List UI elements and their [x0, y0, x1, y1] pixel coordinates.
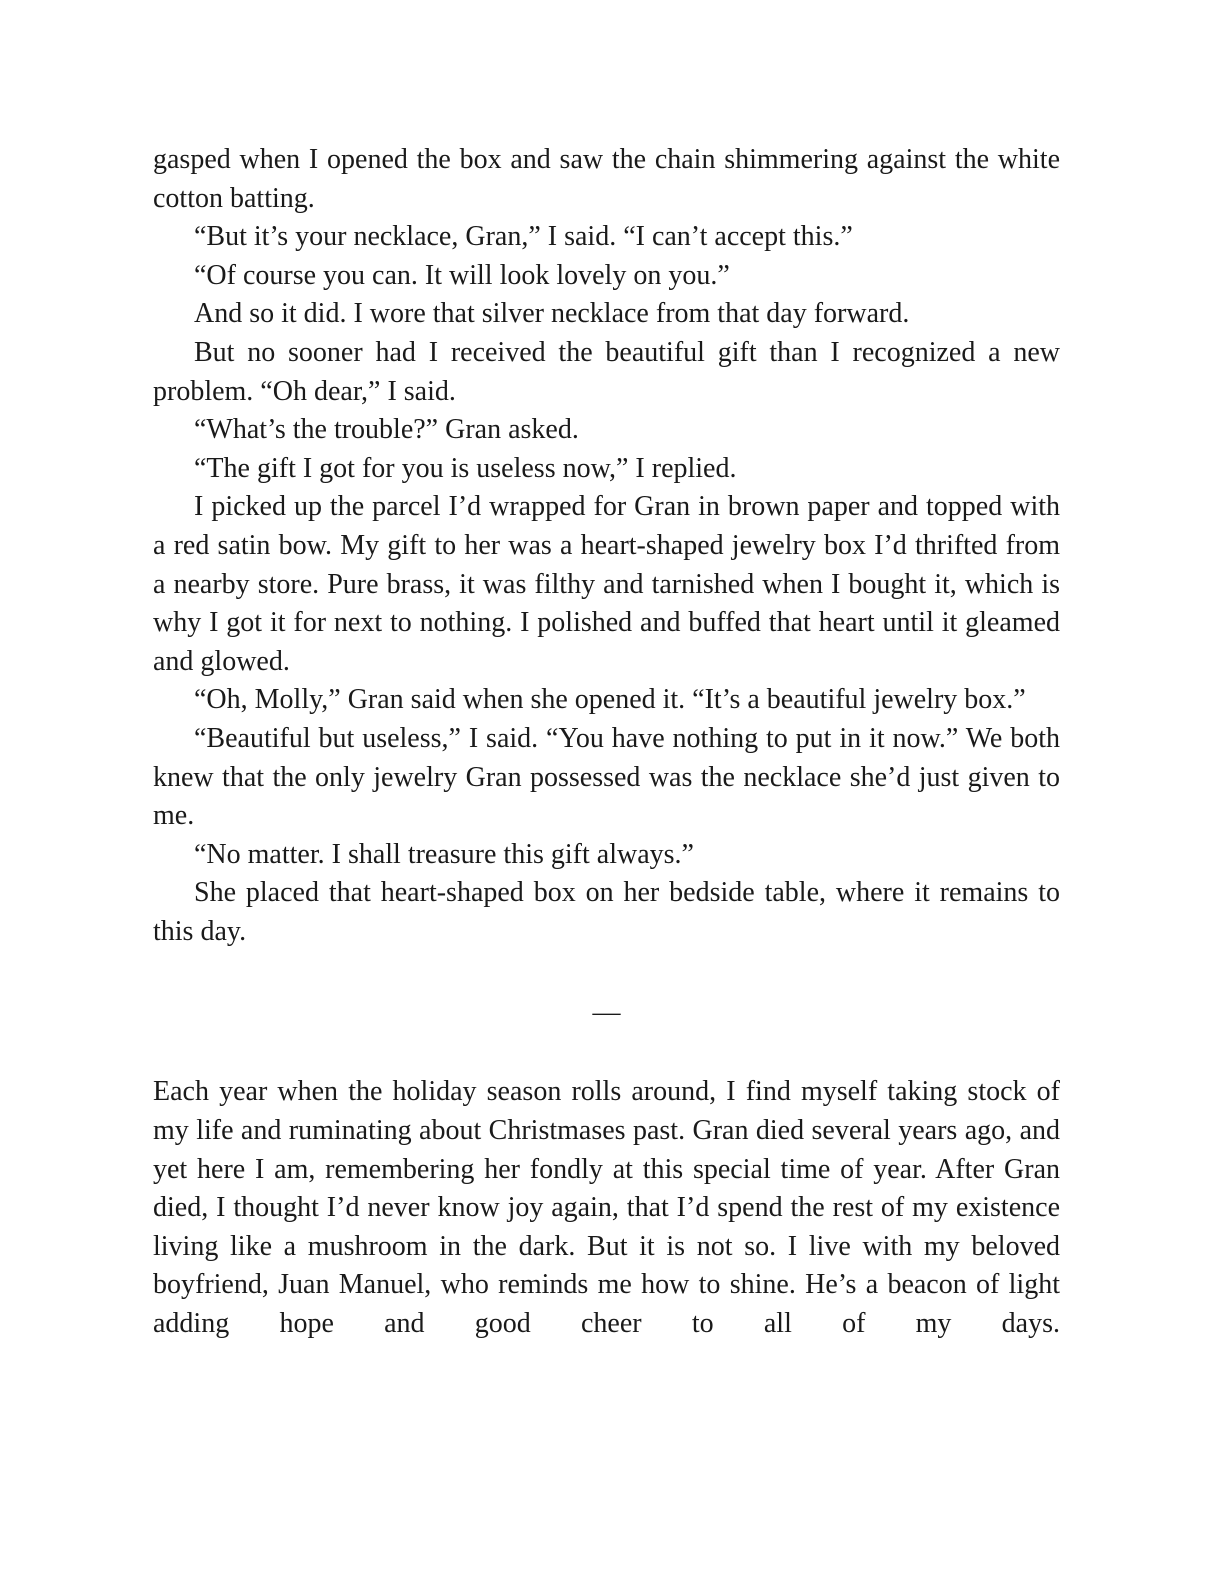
page-body — [153, 141, 1060, 1344]
paragraph: I picked up the parcel I’d wrapped for Gran in brown paper and topped with a red satin bow. My gift to her was a heart-shaped jewelry box I’d thrifted from a nearby store. Pure brass, it was filthy and tarnished when I bought it, which is why I got it for next to nothing. I polished and buffed that heart until it gleamed and glowed. — [153, 491, 1060, 677]
scene-break-dash: — — [592, 997, 621, 1029]
paragraph: “The gift I got for you is useless now,” I replied. — [194, 452, 737, 484]
paragraph: Each year when the holiday season rolls around, I find myself taking stock of my life and ruminating about Christmases past. Gran died several years ago, and yet here I am, remembering her fondly at this special time of year. After Gran died, I thought I’d never know joy again, that I’d spend the rest of my existence living like a mushroom in the dark. But it is not so. I live with my beloved boyfriend, Juan Manuel, who reminds me how to shine. He’s a beacon of light adding hope and good cheer to all of my days. — [153, 1076, 1060, 1340]
paragraph: “Oh, Molly,” Gran said when she opened it. “It’s a beautiful jewelry box.” — [194, 684, 1026, 716]
paragraph: “Beautiful but useless,” I said. “You have nothing to put in it now.” We both knew that the only jewelry Gran possessed was the necklace she’d just given to me. — [153, 722, 1060, 832]
scene-break — [153, 953, 1060, 1073]
paragraph: And so it did. I wore that silver necklace from that day forward. — [194, 298, 910, 330]
paragraph: She placed that heart-shaped box on her bedside table, where it remains to this day. — [153, 877, 1060, 947]
paragraph: “No matter. I shall treasure this gift always.” — [194, 838, 694, 870]
paragraph: gasped when I opened the box and saw the chain shimmering against the white cotton batting. — [153, 144, 1060, 214]
paragraph: “What’s the trouble?” Gran asked. — [194, 414, 579, 446]
paragraph: “But it’s your necklace, Gran,” I said. “I can’t accept this.” — [194, 221, 853, 253]
paragraph: “Of course you can. It will look lovely on you.” — [194, 259, 730, 291]
paragraph: But no sooner had I received the beautiful gift than I recognized a new problem. “Oh dear,” I said. — [153, 336, 1060, 407]
